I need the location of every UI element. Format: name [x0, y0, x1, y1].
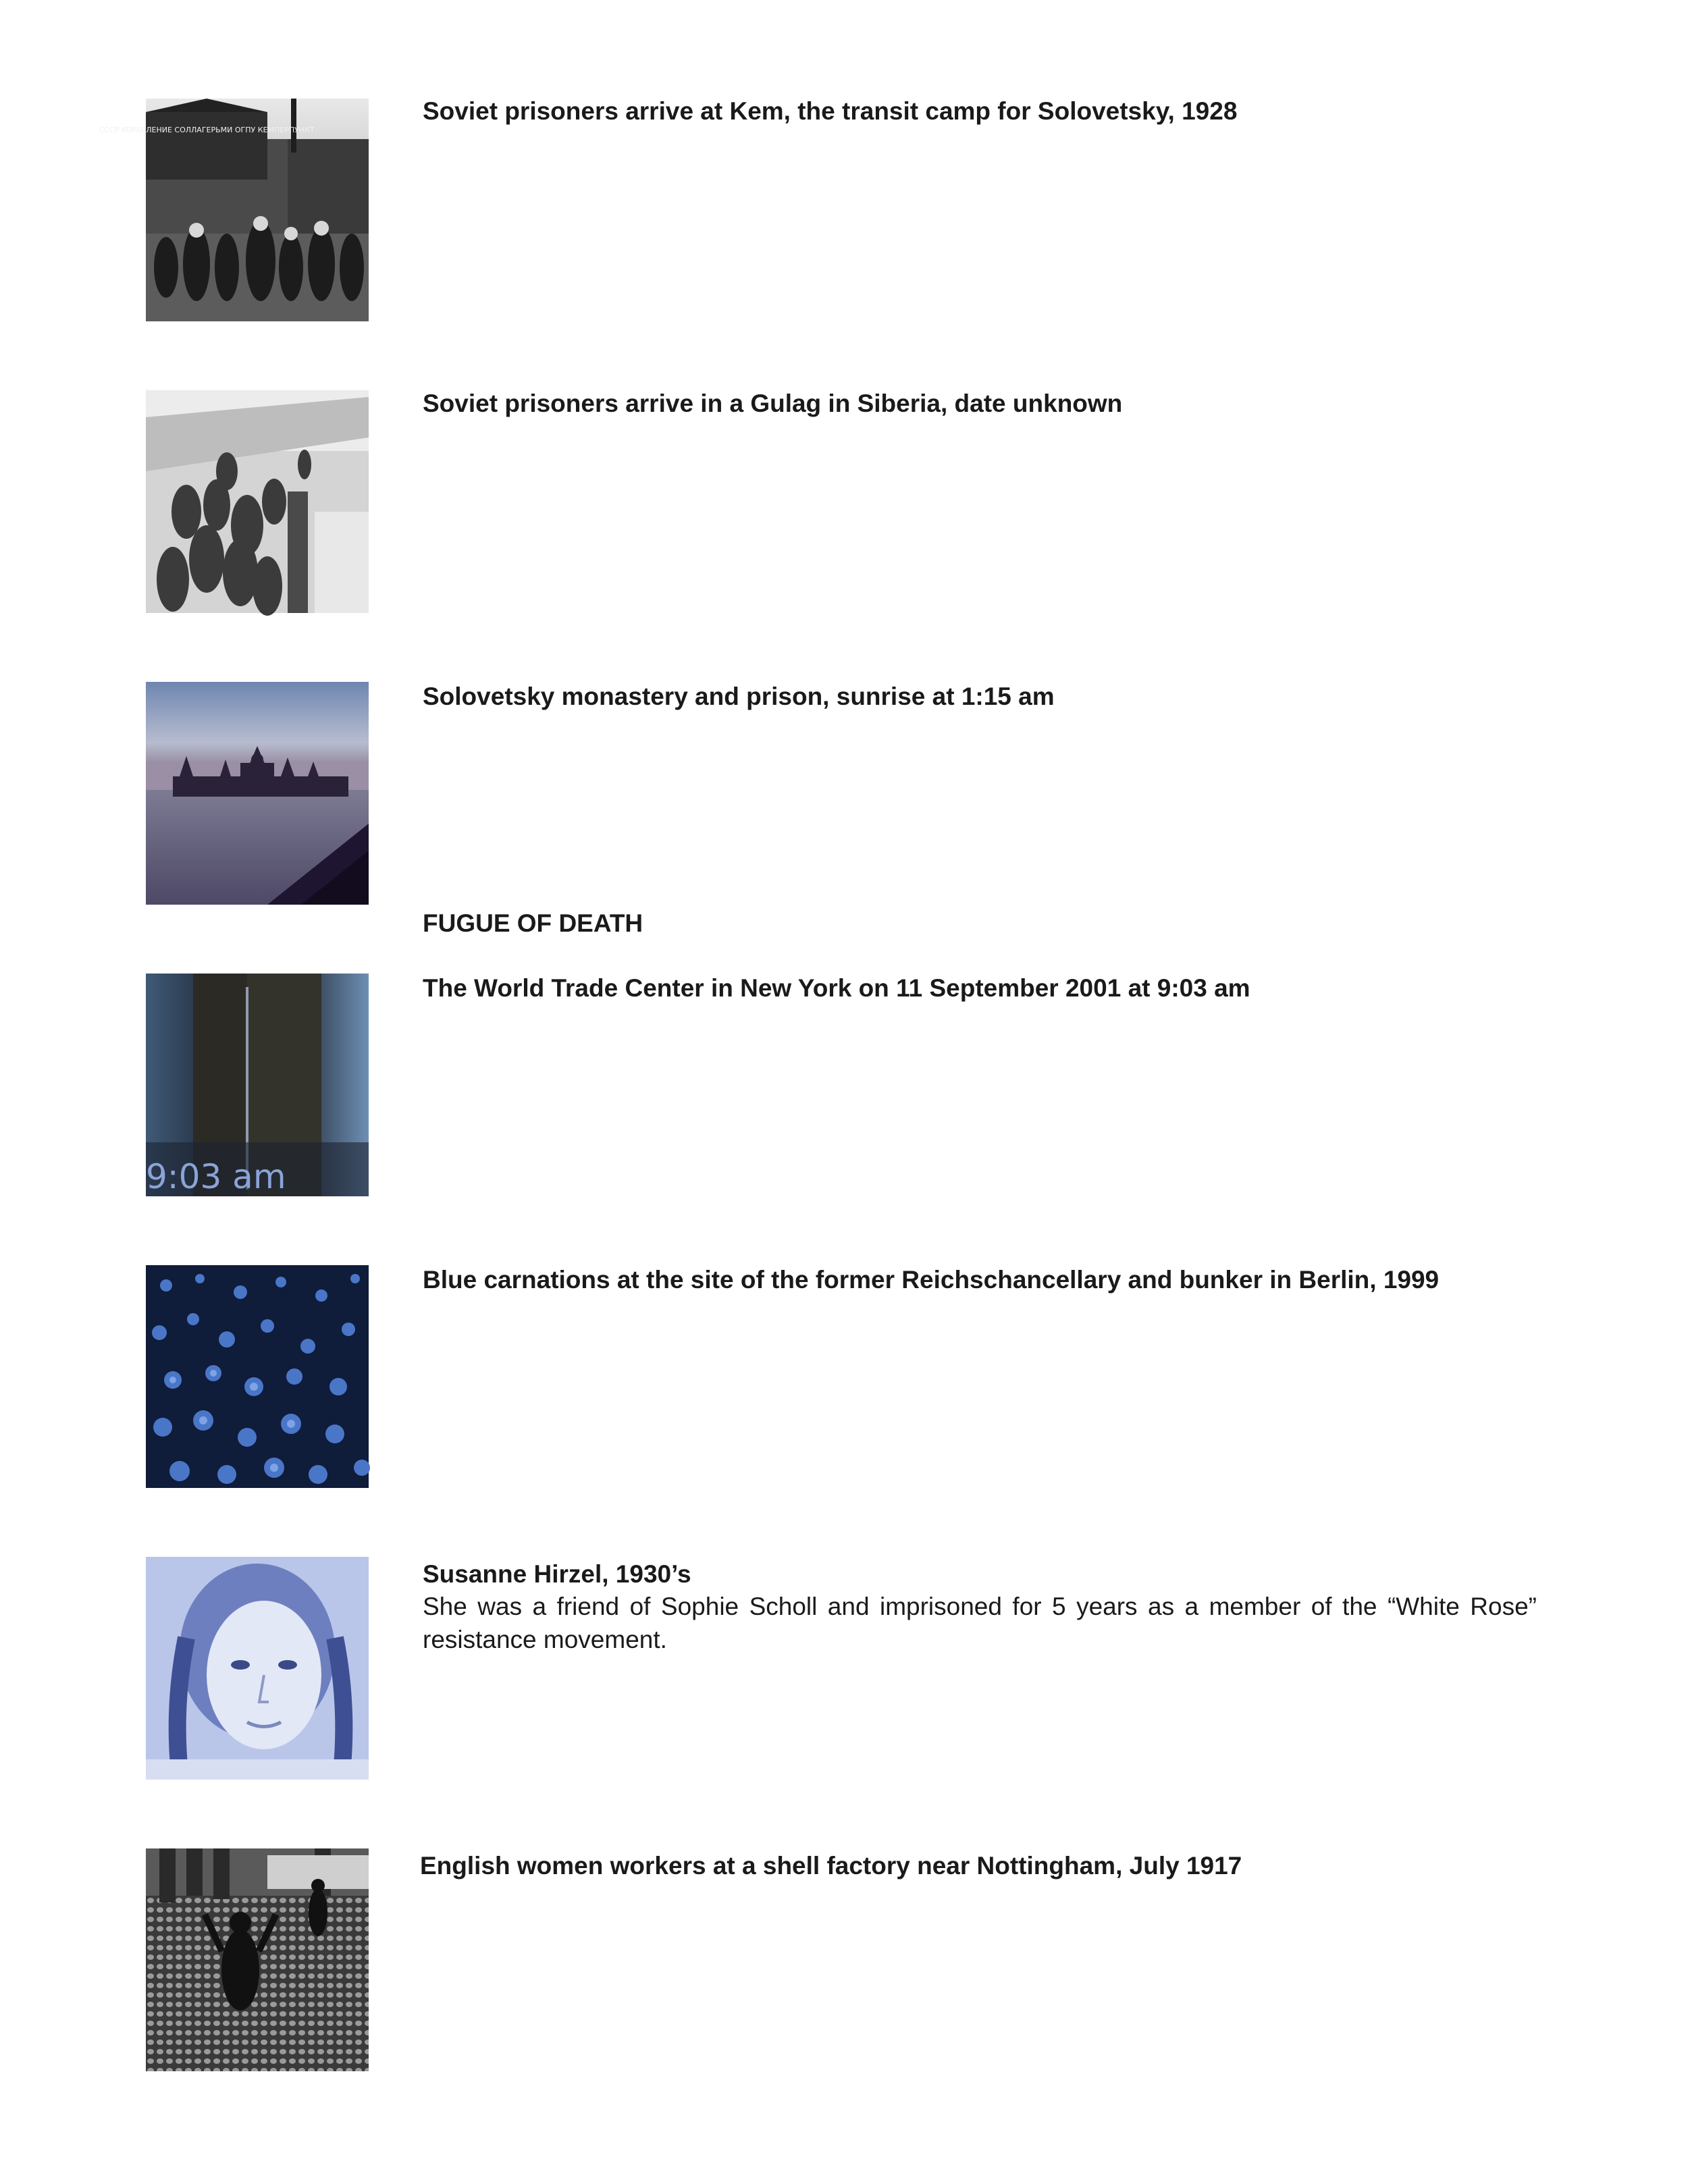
caption-hirzel: Susanne Hirzel, 1930’s: [423, 1560, 691, 1588]
photo-kem-transit-camp: [99, 99, 369, 321]
caption-wtc: The World Trade Center in New York on 11 September 2001 at 9:03 am: [423, 974, 1250, 1002]
photo-blue-carnations: [146, 1265, 369, 1488]
photo-susanne-hirzel: [146, 1557, 369, 1780]
caption-kem: Soviet prisoners arrive at Kem, the transit camp for Solovetsky, 1928: [423, 97, 1238, 125]
kem-sign-text: СССР УПРАВЛЕНИЕ СОЛЛАГЕРЬМИ ОГПУ КЕМПЕРПУНКТ: [99, 126, 315, 134]
photo-world-trade-center: [146, 974, 369, 1196]
photo-gulag-siberia: [146, 390, 369, 613]
caption-carnations: Blue carnations at the site of the former Reichschancellary and bunker in Berlin, 1999: [423, 1266, 1440, 1294]
caption-solovetsky: Solovetsky monastery and prison, sunrise at 1:15 am: [423, 683, 1055, 710]
photo-shell-factory: [146, 1848, 369, 2071]
caption-shell-factory: English women workers at a shell factory near Nottingham, July 1917: [420, 1852, 1242, 1880]
description-hirzel: She was a friend of Sophie Scholl and imprisoned for 5 years as a member of the “White Rose” resistance movement.: [423, 1593, 1537, 1653]
photo-solovetsky-monastery: [146, 682, 369, 905]
section-heading: FUGUE OF DEATH: [423, 909, 643, 937]
caption-gulag: Soviet prisoners arrive in a Gulag in Siberia, date unknown: [423, 390, 1123, 417]
photo-timestamp: 9:03 am: [146, 1157, 286, 1196]
